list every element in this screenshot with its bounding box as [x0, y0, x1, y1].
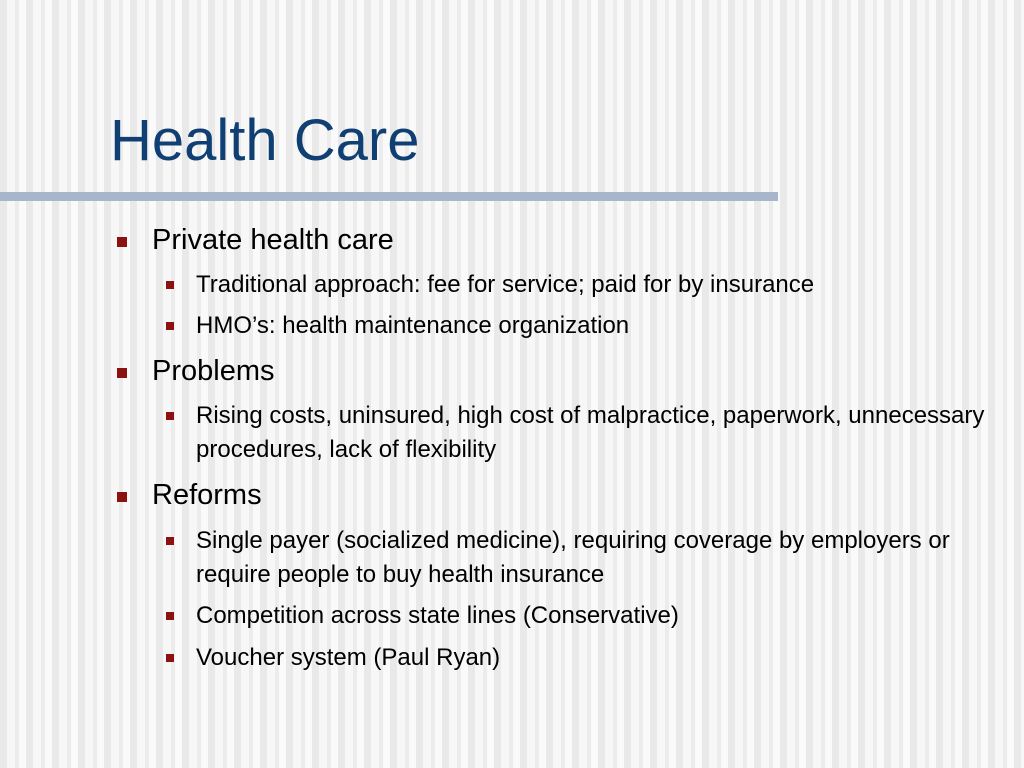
sub-bullet-competition: Competition across state lines (Conservative) [196, 602, 679, 629]
slide-title: Health Care [110, 108, 420, 173]
square-bullet-icon [166, 281, 174, 289]
square-bullet-icon [166, 322, 174, 330]
square-bullet-icon [117, 237, 127, 247]
square-bullet-icon [166, 412, 174, 420]
square-bullet-icon [166, 537, 174, 545]
bullet-private-health-care: Private health care [152, 224, 394, 256]
square-bullet-icon [166, 612, 174, 620]
sub-bullet-traditional-approach: Traditional approach: fee for service; paid for by insurance [196, 271, 815, 298]
square-bullet-icon [117, 492, 127, 502]
square-bullet-icon [166, 654, 174, 662]
sub-bullet-voucher-system: Voucher system (Paul Ryan) [196, 644, 501, 671]
sub-bullet-single-payer: Single payer (socialized medicine), requiring coverage by employers or require people to buy health insurance [196, 527, 950, 588]
square-bullet-icon [117, 368, 127, 378]
bullet-problems: Problems [152, 355, 275, 387]
sub-bullet-hmo: HMO’s: health maintenance organization [196, 312, 630, 339]
sub-bullet-rising-costs: Rising costs, uninsured, high cost of malpractice, paperwork, unnecessary procedures, lack of flexibility [196, 402, 985, 463]
bullet-reforms: Reforms [152, 479, 262, 511]
